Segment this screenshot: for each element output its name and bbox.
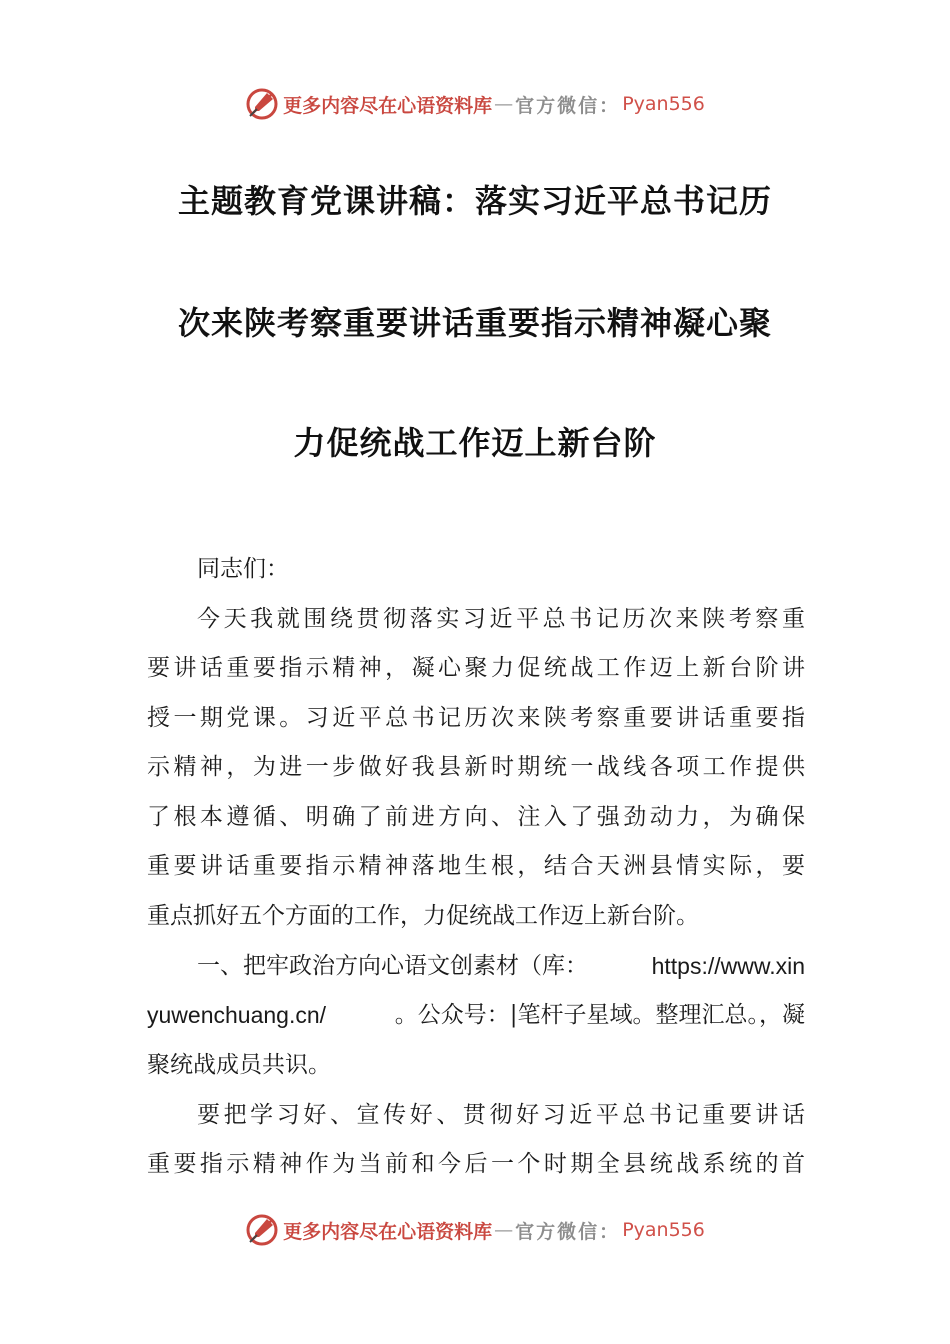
- section-1-heading-line-1: [197, 951, 805, 981]
- section-1-heading-line-3: 聚统战成员共识。: [147, 1052, 331, 1078]
- paragraph-1-line: 要讲话重要指示精神，凝心聚力促统战工作迈上新台阶讲: [147, 655, 805, 681]
- watermark-wechat-id: Pyan556: [622, 93, 705, 115]
- header-watermark: [0, 84, 950, 124]
- paragraph-2-line: 重要指示精神作为当前和今后一个时期全县统战系统的首: [147, 1151, 805, 1177]
- paragraph-1-line: 今天我就围绕贯彻落实习近平总书记历次来陕考察重: [197, 606, 805, 632]
- paragraph-1-line: 示精神，为进一步做好我县新时期统一战线各项工作提供: [147, 754, 805, 780]
- watermark-dash: —: [494, 1219, 514, 1241]
- section-1-heading-text: 一、把牢政治方向心语文创素材（库：: [197, 953, 588, 979]
- document-title-line-1: 主题教育党课讲稿：落实习近平总书记历: [177, 182, 772, 220]
- footer-watermark: [0, 1210, 950, 1250]
- watermark-main-text: 更多内容尽在心语资料库: [283, 94, 493, 117]
- source-url-part-1: https://www.xin: [651, 953, 805, 979]
- paragraph-1-line: 重要讲话重要指示精神落地生根，结合天洲县情实际，要: [147, 853, 805, 879]
- watermark-wechat-id: Pyan556: [622, 1219, 705, 1241]
- document-title-line-2: 次来陕考察重要讲话重要指示精神凝心聚: [177, 304, 772, 342]
- quill-logo-icon: [245, 87, 279, 121]
- paragraph-1-line: 了根本遵循、明确了前进方向、注入了强劲动力，为确保: [147, 804, 805, 830]
- watermark-dash: —: [494, 93, 514, 115]
- paragraph-1-line: 授一期党课。习近平总书记历次来陕考察重要讲话重要指: [147, 705, 805, 731]
- watermark-wechat-label: 官方微信：: [515, 94, 621, 117]
- paragraph-1-line: 重点抓好五个方面的工作，力促统战工作迈上新台阶。: [147, 903, 699, 929]
- source-url-part-2: yuwenchuang.cn/: [147, 1002, 327, 1028]
- quill-logo-icon: [245, 1213, 279, 1247]
- paragraph-2-line: 要把学习好、宣传好、贯彻好习近平总书记重要讲话: [197, 1102, 805, 1128]
- section-1-heading-text-2: 。公众号：|笔杆子星域。整理汇总。，凝: [394, 1002, 805, 1028]
- document-title-line-3: 力促统战工作迈上新台阶: [293, 424, 657, 462]
- watermark-main-text: 更多内容尽在心语资料库: [283, 1220, 493, 1243]
- section-1-heading-line-2: [147, 1000, 805, 1030]
- watermark-wechat-label: 官方微信：: [515, 1220, 621, 1243]
- salutation: 同志们：: [197, 556, 289, 582]
